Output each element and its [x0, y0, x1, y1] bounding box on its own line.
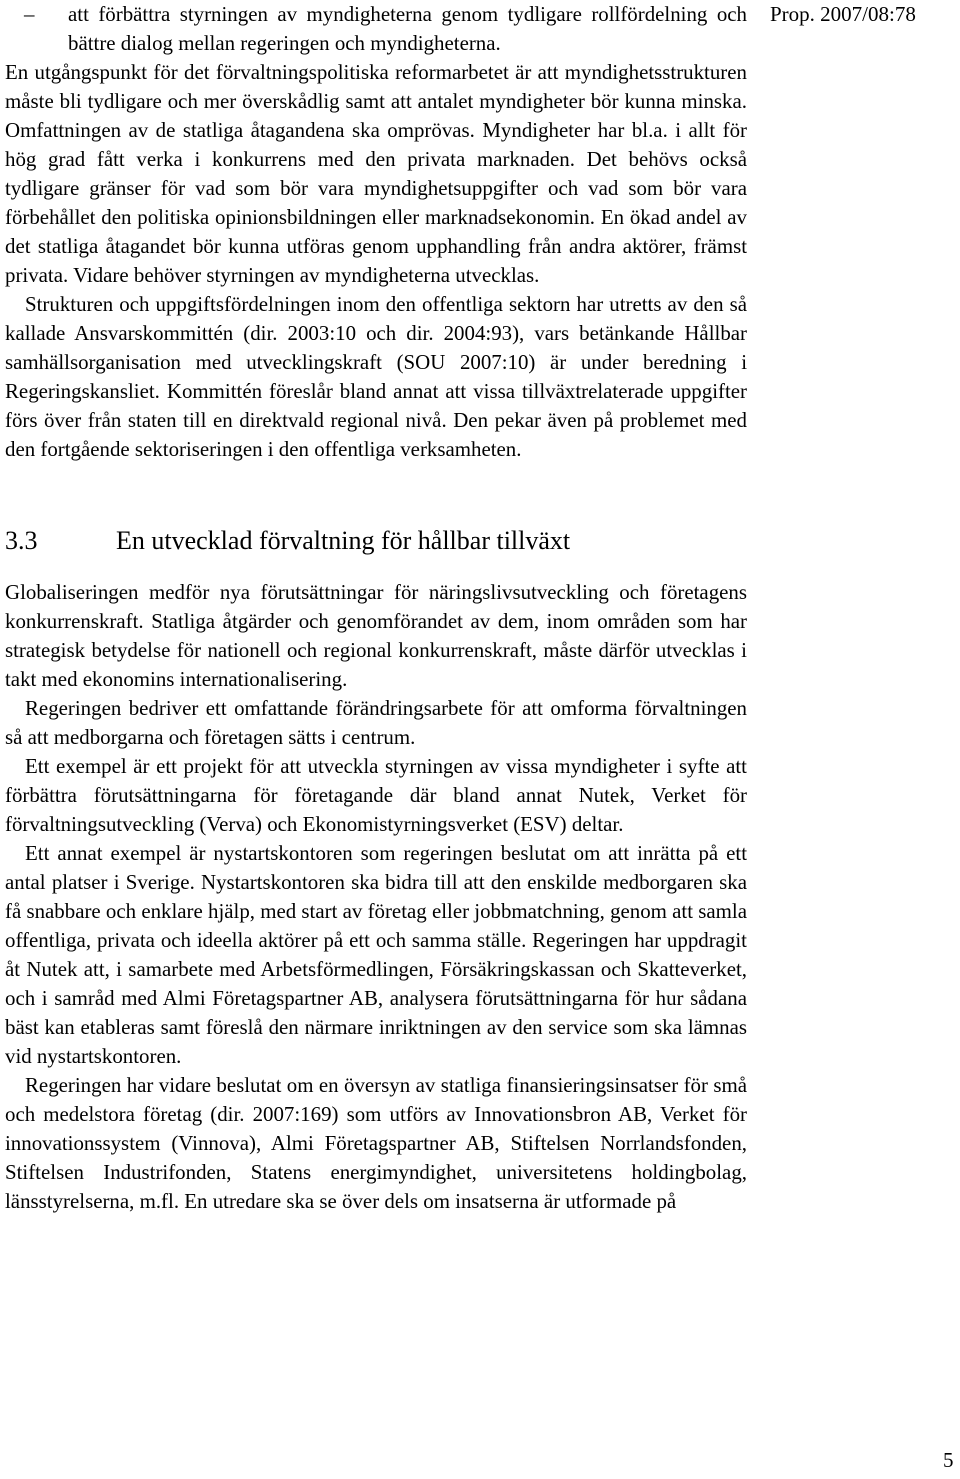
section-number: 3.3 — [5, 526, 38, 555]
bullet-text: att förbättra styrningen av myndigheterna genom tydligare rollfördelning och bättre dialog mellan regeringen och myndigheterna. — [68, 2, 747, 55]
paragraph-financing-review: Regeringen har vidare beslutat om en översyn av statliga finansieringsinsatser för små och medelstora företag (dir. 2007:169) som utförs av Innovationsbron AB, Verket för innovationssystem (Vinnova), Almi Företagspartner AB, Stiftelsen Norrlandsfonden, Stiftelsen Industrifonden, Statens energimyndighet, universitetens holdingbolag, länsstyrelserna, m.fl. En utredare ska se över dels om insatserna är utformade på — [5, 1073, 747, 1213]
bullet-dash: – — [24, 2, 35, 26]
bullet-item — [5, 0, 747, 58]
section-heading — [5, 523, 747, 558]
proposition-reference: Prop. 2007/08:78 — [770, 2, 916, 26]
paragraph-steering-project: Ett exempel är ett projekt för att utveckla styrningen av vissa myndigheter i syfte att förbättra förutsättningarna för företagande där bland annat Nutek, Verket för förvaltningsutveckling (Verva) och Ekonomistyrningsverket (ESV) deltar. — [5, 754, 747, 836]
section-title: En utvecklad förvaltning för hållbar tillväxt — [116, 526, 571, 555]
paragraph-change-work: Regeringen bedriver ett omfattande förändringsarbete för att omforma förvaltningen så att medborgarna och företagen sätts i centrum. — [5, 696, 747, 749]
page-number: 5 — [943, 1448, 954, 1472]
paragraph-ansvarskommitten: Strukturen och uppgiftsfördelningen inom den offentliga sektorn har utretts av den så kallade Ansvarskommittén (dir. 2003:10 och dir. 2004:93), vars betänkande Hållbar samhällsorganisation med utvecklingskraft (SOU 2007:10) är under beredning i Regeringskansliet. Kommittén föreslår bland annat att vissa tillväxtrelaterade uppgifter förs över från staten till en direktvald regional nivå. Den pekar även på problemet med den fortgående sektoriseringen i den offentliga verksamheten. — [5, 292, 747, 461]
paragraph-globalisation: Globaliseringen medför nya förutsättningar för näringslivsutveckling och företagens konkurrenskraft. Statliga åtgärder och genomförandet av dem, inom områden som har strategisk betydelse för nationell och regional konkurrenskraft, måste därför utvecklas i takt med ekonomins internationalisering. — [5, 580, 747, 691]
paragraph-start-up-offices: Ett annat exempel är nystartskontoren som regeringen beslutat om att inrätta på ett antal platser i Sverige. Nystartskontoren ska bidra till att den enskilde medborgaren ska få snabbare och enklare hjälp, med start av företag eller jobbmatchning, genom att samla offentliga, privata och ideella aktörer på ett och samma ställe. Regeringen har uppdragit åt Nutek att, i samarbete med Arbetsförmedlingen, Försäkringskassan och Skatteverket, och i samråd med Almi Företagspartner AB, analysera förutsättningarna för hur sådana bäst kan etableras samt föreslå den närmare inriktningen av den service som ska lämnas vid nystartskontoren. — [5, 841, 747, 1068]
body-text — [5, 0, 747, 1216]
paragraph-reform-principles: En utgångspunkt för det förvaltningspolitiska reformarbetet är att myndighetsstrukturen måste bli tydligare och mer överskådlig samt att antalet myndigheter bör kunna minska. Omfattningen av de statliga åtagandena ska omprövas. Myndigheter har bl.a. i allt för hög grad fått verka i konkurrens med den privata marknaden. Det behövs också tydligare gränser för vad som bör vara myndighetsuppgifter och vad som bör vara förbehållet den politiska opinionsbildningen eller marknadsekonomin. En ökad andel av det statliga åtagandet bör kunna utföras genom upphandling från andra aktörer, främst privata. Vidare behöver styrningen av myndigheterna utvecklas. — [5, 60, 747, 287]
